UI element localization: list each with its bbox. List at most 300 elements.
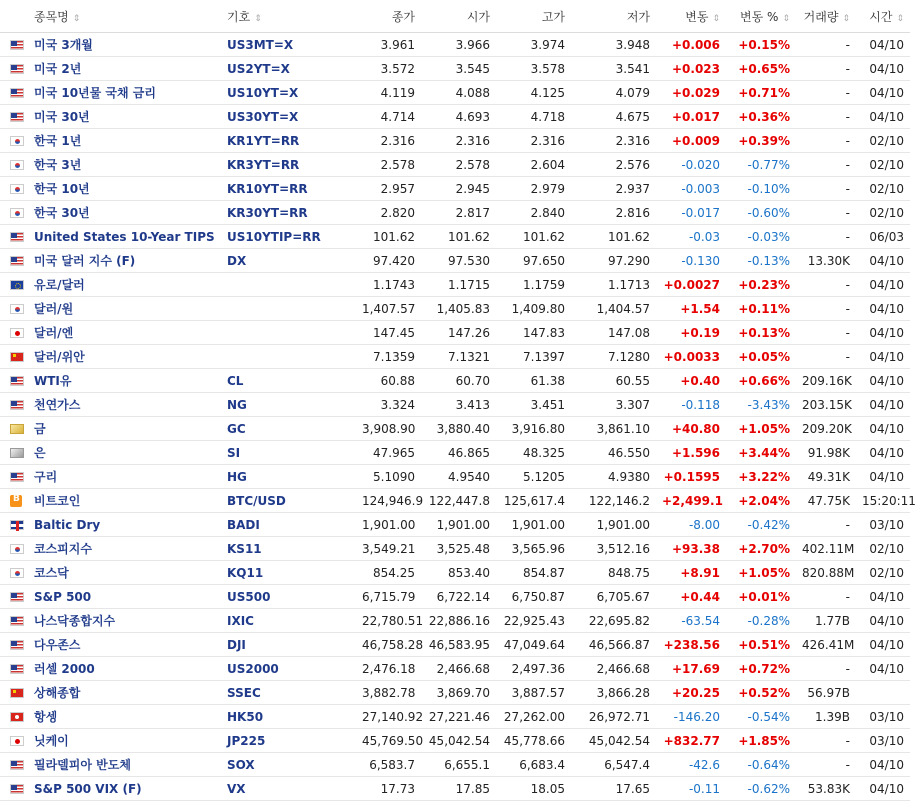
low-cell: 101.62 xyxy=(571,225,656,249)
change-cell: +0.017 xyxy=(656,105,726,129)
volume-cell: 47.75K xyxy=(796,489,856,513)
sort-icon[interactable]: ⇕ xyxy=(896,13,904,24)
symbol-link[interactable]: US2000 xyxy=(221,657,356,681)
change-cell: +0.1595 xyxy=(656,465,726,489)
high-cell: 48.325 xyxy=(496,441,571,465)
instrument-name-link[interactable]: Baltic Dry xyxy=(28,513,221,537)
table-row[interactable] xyxy=(0,129,910,153)
time-cell: 04/10 xyxy=(856,393,910,417)
kr-flag-icon xyxy=(10,568,24,578)
open-cell: 2.316 xyxy=(421,129,496,153)
flag-cell xyxy=(0,729,28,753)
symbol-link[interactable]: CL xyxy=(221,369,356,393)
change-cell: -0.03 xyxy=(656,225,726,249)
high-cell: 101.62 xyxy=(496,225,571,249)
table-row[interactable] xyxy=(0,729,910,753)
instrument-name-link[interactable]: 달러/위안 xyxy=(28,345,221,369)
low-cell: 17.65 xyxy=(571,777,656,801)
low-cell: 3.307 xyxy=(571,393,656,417)
change-pct-cell: +1.05% xyxy=(726,417,796,441)
us-flag-icon xyxy=(10,88,24,98)
close-cell: 2.316 xyxy=(356,129,421,153)
change-pct-cell: -0.03% xyxy=(726,225,796,249)
instrument-name-link[interactable]: 코스피지수 xyxy=(28,537,221,561)
change-pct-cell: +0.72% xyxy=(726,657,796,681)
close-cell: 22,780.51 xyxy=(356,609,421,633)
flag-cell xyxy=(0,81,28,105)
low-cell: 1.1713 xyxy=(571,273,656,297)
flag-cell xyxy=(0,465,28,489)
close-cell: 46,758.28 xyxy=(356,633,421,657)
column-header-volume[interactable]: 거래량 ⇕ xyxy=(796,0,856,33)
instrument-name-link[interactable]: 필라델피아 반도체 xyxy=(28,753,221,777)
table-row[interactable] xyxy=(0,369,910,393)
flag-cell xyxy=(0,321,28,345)
table-row[interactable] xyxy=(0,753,910,777)
us-flag-icon xyxy=(10,232,24,242)
flag-cell xyxy=(0,57,28,81)
high-cell: 6,683.4 xyxy=(496,753,571,777)
symbol-link[interactable] xyxy=(221,297,356,321)
column-header-change[interactable]: 변동 ⇕ xyxy=(656,0,726,33)
time-cell: 04/10 xyxy=(856,105,910,129)
change-cell: +0.029 xyxy=(656,81,726,105)
table-row[interactable] xyxy=(0,153,910,177)
us-flag-icon xyxy=(10,40,24,50)
close-cell: 6,715.79 xyxy=(356,585,421,609)
time-cell: 04/10 xyxy=(856,657,910,681)
close-cell: 3,882.78 xyxy=(356,681,421,705)
change-cell: +20.25 xyxy=(656,681,726,705)
high-cell: 3,916.80 xyxy=(496,417,571,441)
table-row[interactable] xyxy=(0,633,910,657)
symbol-link[interactable]: GC xyxy=(221,417,356,441)
instrument-name-link[interactable]: 달러/엔 xyxy=(28,321,221,345)
table-row[interactable] xyxy=(0,417,910,441)
volume-cell: - xyxy=(796,177,856,201)
instrument-name-link[interactable]: 상해종합 xyxy=(28,681,221,705)
close-cell: 101.62 xyxy=(356,225,421,249)
instrument-name-link[interactable]: 천연가스 xyxy=(28,393,221,417)
instrument-name-link[interactable]: 한국 10년 xyxy=(28,177,221,201)
volume-cell: - xyxy=(796,81,856,105)
volume-cell: 402.11M xyxy=(796,537,856,561)
eu-flag-icon xyxy=(10,280,24,290)
low-cell: 2.316 xyxy=(571,129,656,153)
volume-cell: 56.97B xyxy=(796,681,856,705)
change-pct-cell: -0.60% xyxy=(726,201,796,225)
table-row[interactable] xyxy=(0,609,910,633)
flag-cell xyxy=(0,129,28,153)
cn-flag-icon xyxy=(10,352,24,362)
high-cell: 2.604 xyxy=(496,153,571,177)
symbol-link[interactable]: KR30YT=RR xyxy=(221,201,356,225)
change-pct-cell: +0.51% xyxy=(726,633,796,657)
table-row[interactable] xyxy=(0,177,910,201)
open-cell: 3.966 xyxy=(421,33,496,57)
change-cell: +1.596 xyxy=(656,441,726,465)
close-cell: 3.961 xyxy=(356,33,421,57)
flag-cell xyxy=(0,513,28,537)
table-row[interactable] xyxy=(0,105,910,129)
jp-flag-icon xyxy=(10,736,24,746)
sort-icon[interactable]: ⇕ xyxy=(712,13,720,24)
instrument-name-link[interactable]: United States 10-Year TIPS xyxy=(28,225,221,249)
close-cell: 1.1743 xyxy=(356,273,421,297)
symbol-link[interactable]: IXIC xyxy=(221,609,356,633)
low-cell: 46,566.87 xyxy=(571,633,656,657)
table-row[interactable] xyxy=(0,249,910,273)
low-cell: 2.816 xyxy=(571,201,656,225)
change-cell: +832.77 xyxy=(656,729,726,753)
table-row[interactable] xyxy=(0,657,910,681)
volume-cell: 53.83K xyxy=(796,777,856,801)
flag-cell xyxy=(0,537,28,561)
table-row[interactable] xyxy=(0,561,910,585)
time-cell: 02/10 xyxy=(856,561,910,585)
time-cell: 04/10 xyxy=(856,777,910,801)
us-flag-icon xyxy=(10,592,24,602)
flag-cell xyxy=(0,753,28,777)
symbol-link[interactable]: US500 xyxy=(221,585,356,609)
table-row[interactable] xyxy=(0,777,910,801)
instrument-name-link[interactable]: 한국 1년 xyxy=(28,129,221,153)
time-cell: 04/10 xyxy=(856,297,910,321)
instrument-name-link[interactable]: 미국 30년 xyxy=(28,105,221,129)
high-cell: 4.125 xyxy=(496,81,571,105)
flag-cell xyxy=(0,489,28,513)
change-cell: +8.91 xyxy=(656,561,726,585)
sort-icon[interactable]: ⇕ xyxy=(842,13,850,24)
header-row xyxy=(0,0,910,33)
open-cell: 97.530 xyxy=(421,249,496,273)
instrument-name-link[interactable]: 한국 30년 xyxy=(28,201,221,225)
table-row[interactable] xyxy=(0,321,910,345)
symbol-link[interactable]: BTC/USD xyxy=(221,489,356,513)
time-cell: 04/10 xyxy=(856,249,910,273)
symbol-link[interactable]: BADI xyxy=(221,513,356,537)
flag-cell xyxy=(0,393,28,417)
instrument-name-link[interactable]: 미국 2년 xyxy=(28,57,221,81)
flag-cell xyxy=(0,225,28,249)
high-cell: 3,887.57 xyxy=(496,681,571,705)
volume-cell: - xyxy=(796,33,856,57)
close-cell: 4.119 xyxy=(356,81,421,105)
column-header-high[interactable]: 고가 xyxy=(496,0,571,33)
low-cell: 6,705.67 xyxy=(571,585,656,609)
close-cell: 4.714 xyxy=(356,105,421,129)
instrument-name-link[interactable]: 금 xyxy=(28,417,221,441)
flag-cell xyxy=(0,177,28,201)
symbol-link[interactable]: VX xyxy=(221,777,356,801)
volume-cell: - xyxy=(796,345,856,369)
change-pct-cell: +0.66% xyxy=(726,369,796,393)
high-cell: 125,617.4 xyxy=(496,489,571,513)
change-cell: -8.00 xyxy=(656,513,726,537)
symbol-link[interactable]: SSEC xyxy=(221,681,356,705)
us-flag-icon xyxy=(10,376,24,386)
open-cell: 147.26 xyxy=(421,321,496,345)
instrument-name-link[interactable]: 은 xyxy=(28,441,221,465)
symbol-link[interactable]: US30YT=X xyxy=(221,105,356,129)
time-cell: 04/10 xyxy=(856,441,910,465)
flag-cell xyxy=(0,681,28,705)
close-cell: 47.965 xyxy=(356,441,421,465)
column-header-low[interactable]: 저가 xyxy=(571,0,656,33)
open-cell: 45,042.54 xyxy=(421,729,496,753)
high-cell: 3.578 xyxy=(496,57,571,81)
table-row[interactable] xyxy=(0,441,910,465)
symbol-link[interactable] xyxy=(221,345,356,369)
low-cell: 45,042.54 xyxy=(571,729,656,753)
change-pct-cell: +0.52% xyxy=(726,681,796,705)
time-cell: 03/10 xyxy=(856,729,910,753)
instrument-name-link[interactable]: 달러/원 xyxy=(28,297,221,321)
change-pct-cell: +0.13% xyxy=(726,321,796,345)
symbol-link[interactable]: US10YTIP=RR xyxy=(221,225,356,249)
change-pct-cell: +3.44% xyxy=(726,441,796,465)
flag-cell xyxy=(0,777,28,801)
change-pct-cell: -0.54% xyxy=(726,705,796,729)
change-pct-cell: -0.10% xyxy=(726,177,796,201)
table-row[interactable] xyxy=(0,297,910,321)
kr-flag-icon xyxy=(10,184,24,194)
symbol-link[interactable]: KR10YT=RR xyxy=(221,177,356,201)
flag-cell xyxy=(0,441,28,465)
change-cell: +0.19 xyxy=(656,321,726,345)
change-pct-cell: +2.70% xyxy=(726,537,796,561)
gold-icon xyxy=(10,424,24,434)
sort-icon[interactable]: ⇕ xyxy=(782,13,790,24)
instrument-name-link[interactable]: 다우존스 xyxy=(28,633,221,657)
table-row[interactable] xyxy=(0,273,910,297)
symbol-link[interactable] xyxy=(221,321,356,345)
volume-cell: - xyxy=(796,129,856,153)
low-cell: 97.290 xyxy=(571,249,656,273)
symbol-link[interactable]: HG xyxy=(221,465,356,489)
instrument-name-link[interactable]: S&P 500 xyxy=(28,585,221,609)
us-flag-icon xyxy=(10,112,24,122)
symbol-link[interactable]: HK50 xyxy=(221,705,356,729)
open-cell: 4.693 xyxy=(421,105,496,129)
symbol-link[interactable]: JP225 xyxy=(221,729,356,753)
symbol-link[interactable]: NG xyxy=(221,393,356,417)
low-cell: 147.08 xyxy=(571,321,656,345)
column-header-open[interactable]: 시가 xyxy=(421,0,496,33)
symbol-link[interactable]: SOX xyxy=(221,753,356,777)
instrument-name-link[interactable]: WTI유 xyxy=(28,369,221,393)
volume-cell: - xyxy=(796,153,856,177)
open-cell: 3,869.70 xyxy=(421,681,496,705)
time-cell: 15:20:11 xyxy=(856,489,910,513)
volume-cell: 13.30K xyxy=(796,249,856,273)
close-cell: 5.1090 xyxy=(356,465,421,489)
close-cell: 60.88 xyxy=(356,369,421,393)
flag-cell xyxy=(0,417,28,441)
open-cell: 3,880.40 xyxy=(421,417,496,441)
instrument-name-link[interactable]: 유로/달러 xyxy=(28,273,221,297)
close-cell: 1,407.57 xyxy=(356,297,421,321)
volume-cell: - xyxy=(796,105,856,129)
table-row[interactable] xyxy=(0,201,910,225)
instrument-name-link[interactable]: 미국 달러 지수 (F) xyxy=(28,249,221,273)
change-pct-cell: -0.13% xyxy=(726,249,796,273)
time-cell: 04/10 xyxy=(856,585,910,609)
low-cell: 3,512.16 xyxy=(571,537,656,561)
close-cell: 1,901.00 xyxy=(356,513,421,537)
table-row[interactable] xyxy=(0,537,910,561)
bitcoin-icon xyxy=(10,495,22,507)
open-cell: 46,583.95 xyxy=(421,633,496,657)
close-cell: 27,140.92 xyxy=(356,705,421,729)
change-cell: -146.20 xyxy=(656,705,726,729)
high-cell: 4.718 xyxy=(496,105,571,129)
time-cell: 04/10 xyxy=(856,57,910,81)
symbol-link[interactable]: KS11 xyxy=(221,537,356,561)
change-cell: +0.0027 xyxy=(656,273,726,297)
table-row[interactable] xyxy=(0,33,910,57)
flag-cell xyxy=(0,297,28,321)
close-cell: 3,549.21 xyxy=(356,537,421,561)
table-row[interactable] xyxy=(0,681,910,705)
high-cell: 3,565.96 xyxy=(496,537,571,561)
instrument-name-link[interactable]: 나스닥종합지수 xyxy=(28,609,221,633)
flag-cell xyxy=(0,633,28,657)
instrument-name-link[interactable]: 비트코인 xyxy=(28,489,221,513)
change-cell: -0.11 xyxy=(656,777,726,801)
table-row[interactable] xyxy=(0,225,910,249)
change-cell: +0.023 xyxy=(656,57,726,81)
instrument-name-link[interactable]: 항셍 xyxy=(28,705,221,729)
table-row[interactable] xyxy=(0,81,910,105)
us-flag-icon xyxy=(10,64,24,74)
hk-flag-icon xyxy=(10,712,24,722)
low-cell: 1,404.57 xyxy=(571,297,656,321)
low-cell: 4.675 xyxy=(571,105,656,129)
change-pct-cell: +0.01% xyxy=(726,585,796,609)
time-cell: 04/10 xyxy=(856,417,910,441)
instrument-name-link[interactable]: 구리 xyxy=(28,465,221,489)
close-cell: 124,946.9 xyxy=(356,489,421,513)
kr-flag-icon xyxy=(10,208,24,218)
volume-cell: - xyxy=(796,201,856,225)
low-cell: 3,866.28 xyxy=(571,681,656,705)
table-row[interactable] xyxy=(0,465,910,489)
volume-cell: - xyxy=(796,585,856,609)
column-header-close[interactable]: 종가 xyxy=(356,0,421,33)
open-cell: 3.413 xyxy=(421,393,496,417)
flag-cell xyxy=(0,249,28,273)
high-cell: 1.1759 xyxy=(496,273,571,297)
close-cell: 3,908.90 xyxy=(356,417,421,441)
table-row[interactable] xyxy=(0,393,910,417)
close-cell: 2.957 xyxy=(356,177,421,201)
instrument-name-link[interactable]: S&P 500 VIX (F) xyxy=(28,777,221,801)
open-cell: 4.9540 xyxy=(421,465,496,489)
column-header-symbol[interactable]: 기호 ⇕ xyxy=(221,0,356,33)
change-pct-cell: +0.23% xyxy=(726,273,796,297)
close-cell: 2,476.18 xyxy=(356,657,421,681)
table-row[interactable] xyxy=(0,57,910,81)
instrument-name-link[interactable]: 코스닥 xyxy=(28,561,221,585)
instrument-name-link[interactable]: 한국 3년 xyxy=(28,153,221,177)
flag-cell xyxy=(0,273,28,297)
high-cell: 3.974 xyxy=(496,33,571,57)
column-header-time[interactable]: 시간 ⇕ xyxy=(856,0,910,33)
open-cell: 6,655.1 xyxy=(421,753,496,777)
change-cell: +0.006 xyxy=(656,33,726,57)
symbol-link[interactable]: KR3YT=RR xyxy=(221,153,356,177)
change-pct-cell: +0.39% xyxy=(726,129,796,153)
volume-cell: - xyxy=(796,57,856,81)
instrument-name-link[interactable]: 미국 3개월 xyxy=(28,33,221,57)
table-row[interactable] xyxy=(0,513,910,537)
change-pct-cell: +0.36% xyxy=(726,105,796,129)
us-flag-icon xyxy=(10,760,24,770)
high-cell: 3.451 xyxy=(496,393,571,417)
open-cell: 853.40 xyxy=(421,561,496,585)
change-pct-cell: -0.28% xyxy=(726,609,796,633)
table-row[interactable] xyxy=(0,489,910,513)
change-cell: +40.80 xyxy=(656,417,726,441)
symbol-link[interactable]: US2YT=X xyxy=(221,57,356,81)
change-pct-cell: -0.62% xyxy=(726,777,796,801)
symbol-link[interactable]: KR1YT=RR xyxy=(221,129,356,153)
instrument-name-link[interactable]: 러셀 2000 xyxy=(28,657,221,681)
symbol-link[interactable]: DJI xyxy=(221,633,356,657)
high-cell: 18.05 xyxy=(496,777,571,801)
change-cell: -42.6 xyxy=(656,753,726,777)
symbol-link[interactable]: SI xyxy=(221,441,356,465)
table-row[interactable] xyxy=(0,345,910,369)
symbol-link[interactable]: US10YT=X xyxy=(221,81,356,105)
low-cell: 4.9380 xyxy=(571,465,656,489)
jp-flag-icon xyxy=(10,328,24,338)
close-cell: 3.572 xyxy=(356,57,421,81)
time-cell: 04/10 xyxy=(856,753,910,777)
close-cell: 147.45 xyxy=(356,321,421,345)
change-pct-cell: +0.05% xyxy=(726,345,796,369)
volume-cell: 820.88M xyxy=(796,561,856,585)
change-pct-cell: -0.64% xyxy=(726,753,796,777)
symbol-link[interactable]: DX xyxy=(221,249,356,273)
table-row[interactable] xyxy=(0,585,910,609)
change-pct-cell: +0.15% xyxy=(726,33,796,57)
column-header-name[interactable]: 종목명 ⇕ xyxy=(28,0,221,33)
sort-icon[interactable]: ⇕ xyxy=(72,13,81,24)
symbol-link[interactable] xyxy=(221,273,356,297)
time-cell: 04/10 xyxy=(856,633,910,657)
open-cell: 2,466.68 xyxy=(421,657,496,681)
sort-icon[interactable]: ⇕ xyxy=(254,13,262,24)
low-cell: 1,901.00 xyxy=(571,513,656,537)
table-row[interactable] xyxy=(0,705,910,729)
open-cell: 1.1715 xyxy=(421,273,496,297)
change-pct-cell: +2.04% xyxy=(726,489,796,513)
flag-cell xyxy=(0,201,28,225)
low-cell: 7.1280 xyxy=(571,345,656,369)
column-header-change-pct[interactable]: 변동 % ⇕ xyxy=(726,0,796,33)
instrument-name-link[interactable]: 닛케이 xyxy=(28,729,221,753)
close-cell: 854.25 xyxy=(356,561,421,585)
instrument-name-link[interactable]: 미국 10년물 국채 금리 xyxy=(28,81,221,105)
change-pct-cell: -0.77% xyxy=(726,153,796,177)
open-cell: 46.865 xyxy=(421,441,496,465)
change-cell: +0.40 xyxy=(656,369,726,393)
symbol-link[interactable]: KQ11 xyxy=(221,561,356,585)
change-cell: +1.54 xyxy=(656,297,726,321)
symbol-link[interactable]: US3MT=X xyxy=(221,33,356,57)
